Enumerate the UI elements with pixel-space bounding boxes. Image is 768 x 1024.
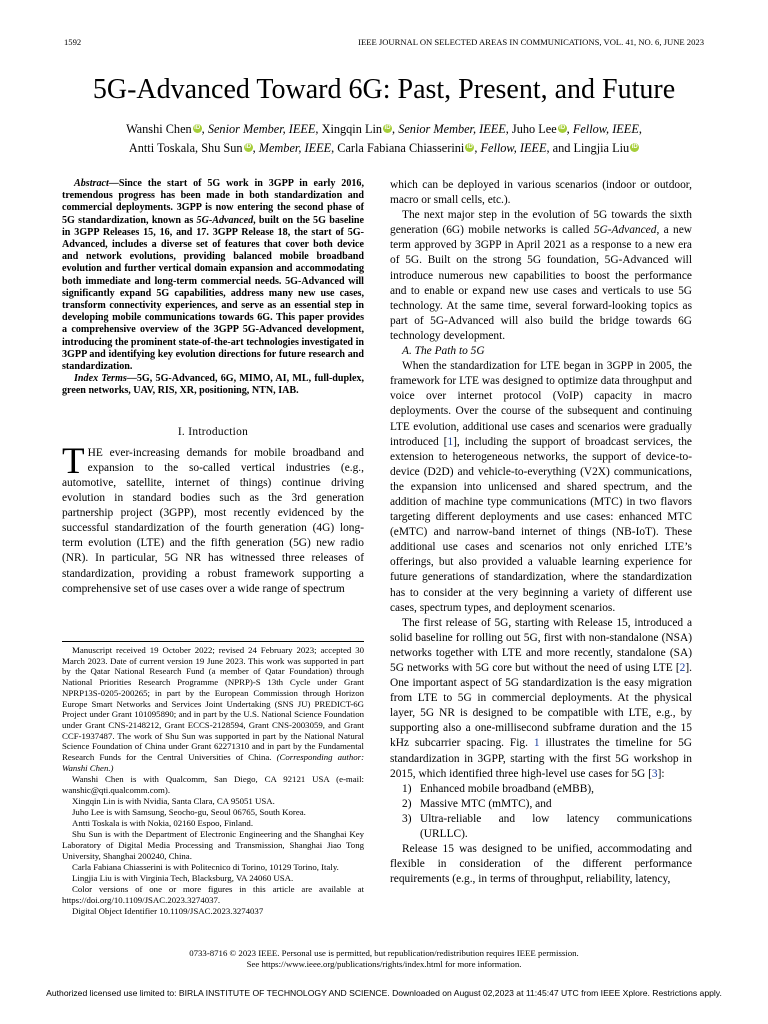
citation-link[interactable]: 1 [447,435,454,448]
license-notice: Authorized licensed use limited to: BIRLA INSTITUTE OF TECHNOLOGY AND SCIENCE. Downloaded on August 02,2023 at 11:45:47 UTC from IEEE Xplore. Restrictions apply. [46,988,722,998]
orcid-icon[interactable]: iD [631,144,638,150]
subsection-heading: A. The Path to 5G [402,345,485,358]
author-role: Senior Member, IEEE [398,122,506,136]
author-name: Carla Fabiana Chiasserini [337,141,465,155]
citation-link[interactable]: 3 [651,767,658,780]
affiliation: Antti Toskala is with Nokia, 02160 Espoo, Finland. [72,818,254,829]
intro-paragraph: THE ever-increasing demands for mobile broadband and expansion to the so-called vertical industries (e.g., automotive, satellite, internet of things) continue driving evolution in standard bodies such as the 3rd generation partnership project (3GPP), most recently evidenced by the successful standardization of the fourth generation (4G) long-term evolution (LTE) and the fifth generation (5G) new radio (NR). In particular, 5G NR has witnessed three releases of standardization, providing a robust framework supporting a comprehensive set of use cases over a wide range of spectrum [62,440,364,595]
author-name: Antti Toskala, [128,141,202,155]
author-name: Shu Sun [201,141,243,155]
author-role: Fellow, IEEE [480,141,547,155]
abstract: Abstract—Since the start of 5G work in 3GPP in early 2016, tremendous progress has been made in both standardization and commercial deployments. 3GPP is now entering the second phase of 5G standardization, known as 5G-Advanced, built on the 5G baseline in 3GPP Releases 15, 16, and 17. 3GPP Release 18, the start of 5G-Advanced, includes a diverse set of features that cover both device and network evolutions, providing balanced mobile broadband evolution and further vertical domain expansion and accommodating both immediate and long-term commercial needs. 5G-Advanced will significantly expand 5G capabilities, address many new use cases, transform connectivity experiences, and serve as an essential step in developing mobile communications towards 6G. This paper provides a comprehensive overview of the 3GPP 5G-Advanced development, introducing the prominent state-of-the-art technologies investigated in 3GPP and identifying key evolution directions for future research and standardization. [62,178,364,373]
use-case-list [390,782,692,842]
color-versions-note: Color versions of one or more figures in this article are available at https://doi.org/10.1109/JSAC.2023.3274037. [62,884,364,906]
body-paragraph: The first release of 5G, starting with Release 15, introduced a solid baseline for rolling out 5G, first with non-standalone (NSA) networks together with LTE and more recently, standalone (SA) 5G networks with 5G core but without the need of using LTE [2]. One important aspect of 5G standardization is the easy migration from LTE to 5G in commercial deployments. At the physical layer, 5G NR is designed to be compatible with LTE, e.g., by supporting also a one-millisecond subframe duration and the 15 kHz subcarrier spacing. Fig. 1 illustrates the timeline for 5G standardization in 3GPP, starting with the first 5G workshop in 2015, which identified three high-level use cases for 5G [3]: [390,616,692,780]
drop-cap: T [62,440,85,482]
orcid-icon[interactable]: iD [559,125,566,131]
affiliation: Juho Lee is with Samsung, Seocho-gu, Seoul 06765, South Korea. [72,807,306,818]
section-heading-introduction: I. Introduction [177,425,249,438]
intro-paragraph-2: The next major step in the evolution of 5G towards the sixth generation (6G) mobile networks is called 5G-Advanced, a new term approved by 3GPP in April 2021 as a response to a new era of 5G. Built on the strong 5G foundation, 5G-Advanced will introduce numerous new capabilities to boost the performance and to enable or expand new use cases and verticals to use 5G technology. At the same time, several forward-looking topics as part of 5G-Advanced will also build the bridge towards 6G technology development. [390,209,692,342]
affiliation: Carla Fabiana Chiasserini is with Politecnico di Torino, 10129 Torino, Italy. [72,862,339,873]
author-name: Juho Lee [511,122,557,136]
body-paragraph: When the standardization for LTE began in 3GPP in 2005, the framework for LTE was designed to optimize data throughput and voice over internet protocol (VoIP) capacity in macro deployments. Over the course of the subsequent and continuing LTE evolution, additional use cases and scenarios were gradually introduced [1], including the support of broadcast services, the extension to heterogeneous networks, the support of device-to-device (D2D) and vehicle-to-everything (V2X) communications, the expansion into unlicensed and shared spectrum, and the addition of machine type communications (MTC) in two flavors targeting different deployments and use cases: enhanced MTC (eMTC) and narrow-band internet of things (NB-IoT). These additional use cases and scenarios not only enriched LTE’s offerings, but also provided a valuable learning experience for future generations of standardization, where the standardization has to consider at the very beginning a variety of different use cases, spectrum types, and deployment scenarios. [390,360,692,614]
orcid-icon[interactable]: iD [466,144,473,150]
author-role: Senior Member, IEEE [207,122,316,136]
running-header [64,37,704,49]
affiliation: Shu Sun is with the Department of Electronic Engineering and the Shanghai Key Laboratory of Digital Media Processing and Transmission, Shanghai Jiao Tong University, Shanghai 200240, China. [62,829,364,861]
affiliation: Xingqin Lin is with Nvidia, Santa Clara, CA 95051 USA. [72,795,275,806]
right-column [390,178,692,887]
figure-link[interactable]: 1 [533,737,540,750]
author-name: Wanshi Chen [126,122,192,136]
left-column [62,178,364,597]
copyright-notice: 0733-8716 © 2023 IEEE. Personal use is permitted, but republication/redistribution requires IEEE permission. See https://www.ieee.org/publications/rights/index.html for more information. [189,948,579,969]
citation-link[interactable]: 2 [679,662,686,674]
index-terms: Index Terms—5G, 5G-Advanced, 6G, MIMO, AI, ML, full-duplex, green networks, UAV, RIS, XR, positioning, NTN, IAB. [62,373,364,397]
doi: Digital Object Identifier 10.1109/JSAC.2023.3274037 [72,906,264,917]
affiliation: Wanshi Chen is with Qualcomm, San Diego, CA 92121 USA (e-mail: wanshic@qti.qualcomm.com). [62,773,364,795]
body-paragraph: Release 15 was designed to be unified, accommodating and flexible in consideration of the different performance requirements (e.g., in terms of throughput, reliability, latency, [390,843,692,886]
list-item: 3) Ultra-reliable and low latency communications (URLLC). [402,812,692,841]
affiliation: Lingjia Liu is with Virginia Tech, Blacksburg, VA 24060 USA. [72,873,294,884]
journal-header: IEEE JOURNAL ON SELECTED AREAS IN COMMUNICATIONS, VOL. 41, NO. 6, JUNE 2023 [358,37,704,47]
list-item: 1) Enhanced mobile broadband (eMBB), [402,782,594,795]
list-item: 2) Massive MTC (mMTC), and [402,797,552,810]
author-name: Lingjia Liu [573,141,630,155]
funding-note: Manuscript received 19 October 2022; revised 24 February 2023; accepted 30 March 2023. Date of current version 19 June 2023. This work was supported in part by the Qatar National Research Fund (a member of Qatar Foundation) through National Priorities Research Programme (NPRP)-S 13th Cycle under Grant NPRP13S-0205-200265; in part by the European Commission through Horizon Europe Smart Networks and Services Joint Undertaking (SNS JU) PREDICT-6G Project under Grant 101095890; and in part by the U.S. National Science Foundation under Grant CNS-2148212, Grant ECCS-2128594, Grant CNS-2003059, and Grant CCF-1937487. The work of Shu Sun was supported in part by the National Natural Science Foundation of China under Grant 62271310 and in part by the Fundamental Research Funds for the Central Universities of China. (Corresponding author: Wanshi Chen.) [62,645,364,773]
author-name: Xingqin Lin [321,122,383,136]
footnote [62,641,364,918]
author-role: Fellow, IEEE [572,122,639,136]
author-line-1: Wanshi Chen iD , Senior Member, IEEE, Xingqin Lin iD , Senior Member, IEEE, Juho Lee iD , Fellow, IEEE, [126,122,642,136]
author-role: Member, IEEE [258,141,332,155]
author-line-2: Antti Toskala, Shu Sun iD , Member, IEEE, Carla Fabiana Chiasserini iD , Fellow, IEEE, and Lingjia Liu iD [128,141,638,155]
orcid-icon[interactable]: iD [384,125,391,131]
page-number: 1592 [64,37,82,47]
intro-continuation: which can be deployed in various scenarios (indoor or outdoor, macro or small cells, etc.). [390,179,692,207]
paper-title: 5G-Advanced Toward 6G: Past, Present, and Future [92,74,676,105]
orcid-icon[interactable]: iD [245,144,252,150]
orcid-icon[interactable]: iD [194,125,201,131]
author-list [60,120,708,158]
